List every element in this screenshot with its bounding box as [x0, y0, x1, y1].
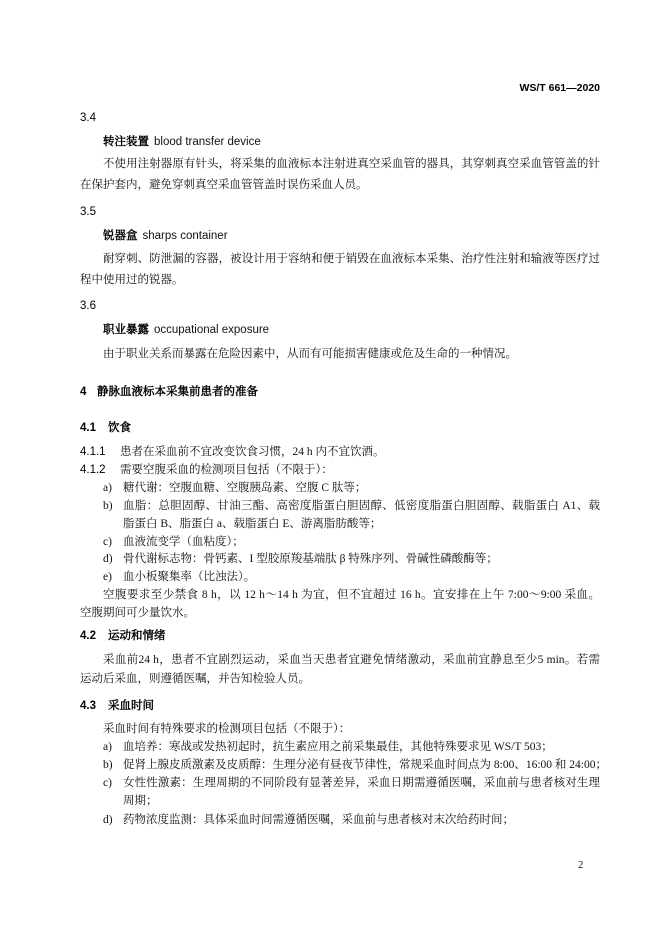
list-label: b): [103, 759, 113, 771]
list-text-continuation: 周期；: [123, 795, 158, 807]
list-item: [103, 569, 255, 585]
section-title: 饮食: [108, 422, 131, 434]
list-item: [103, 534, 244, 550]
clause-number-3-6: 3.6: [80, 300, 96, 312]
clause-number: 4.1.1: [80, 446, 106, 458]
clause-text: 患者在采血前不宜改变饮食习惯，24 h 内不宜饮酒。: [120, 446, 385, 458]
list-text: 药物浓度监测：具体采血时间需遵循医嘱，采血前与患者核对末次给药时间；: [123, 814, 514, 826]
list-item: [103, 480, 366, 496]
section-number: 4.3: [80, 700, 96, 712]
section-title: 运动和情绪: [108, 630, 166, 642]
list-item: [103, 775, 600, 791]
paragraph-line: 运动后采血，则遵循医嘱，并告知检验人员。: [80, 673, 310, 685]
fasting-note-line: 空腹期间可少量饮水。: [80, 607, 195, 619]
list-item: [103, 739, 553, 755]
definition-line: 由于职业关系而暴露在危险因素中，从而有可能损害健康或危及生命的一种情况。: [103, 348, 517, 360]
term-english: blood transfer device: [154, 136, 261, 148]
clause-number-3-4: 3.4: [80, 112, 96, 124]
section-number: 4.1: [80, 422, 96, 434]
term-english: sharps container: [142, 230, 228, 242]
list-label: a): [103, 482, 112, 494]
fasting-note-line: 空腹要求至少禁食 8 h，以 12 h～14 h 为宜，但不宜超过 16 h。宜安排在上午 7:00～9:00 采血。: [103, 589, 600, 601]
definition-line: 耐穿刺、防泄漏的容器，被设计用于容纳和便于销毁在血液标本采集、治疗性注射和输液等医疗过: [103, 253, 600, 265]
clause-number: 4.1.2: [80, 464, 106, 476]
section-number: 4: [80, 386, 87, 398]
term-chinese: 锐器盒: [103, 230, 138, 242]
list-label: c): [103, 777, 112, 789]
list-item: [103, 812, 514, 828]
list-text: 女性性激素：生理周期的不同阶段有显著差异，采血日期需遵循医嘱，采血前与患者核对生理: [123, 777, 600, 789]
section-heading-4-1: [80, 420, 131, 436]
list-item: [103, 757, 607, 773]
definition-line: 在保护套内，避免穿刺真空采血管管盖时误伤采血人员。: [80, 179, 368, 191]
list-item: [103, 498, 600, 514]
term-entry-3-4: [103, 134, 261, 150]
section-number: 4.2: [80, 630, 96, 642]
document-code-header: WS/T 661—2020: [519, 82, 600, 94]
clause-number-3-5: 3.5: [80, 206, 96, 218]
list-label: e): [103, 571, 112, 583]
list-text: 血小板聚集率（比浊法）。: [123, 571, 256, 583]
term-entry-3-5: [103, 228, 228, 244]
clause-4-1-2: [80, 462, 333, 478]
term-chinese: 职业暴露: [103, 324, 149, 336]
list-text: 糖代谢：空腹血糖、空腹胰岛素、空腹 C 肽等；: [123, 482, 367, 494]
term-chinese: 转注装置: [103, 136, 149, 148]
clause-text: 需要空腹采血的检测项目包括（不限于）：: [120, 464, 333, 476]
list-text: 血脂：总胆固醇、甘油三酯、高密度脂蛋白胆固醇、低密度脂蛋白胆固醇、载脂蛋白 A1、载: [123, 500, 600, 512]
list-label: d): [103, 553, 113, 565]
term-entry-3-6: [103, 322, 269, 338]
section-heading-4-2: [80, 628, 166, 644]
list-text: 骨代谢标志物：骨钙素、I 型胶原羧基端肽 β 特殊序列、骨碱性磷酸酶等；: [123, 553, 498, 565]
term-english: occupational exposure: [154, 324, 270, 336]
section-title: 静脉血液标本采集前患者的准备: [97, 386, 258, 398]
page-number: 2: [578, 860, 584, 871]
list-text: 促肾上腺皮质激素及皮质醇：生理分泌有昼夜节律性，常规采血时间点为 8:00、16:00 和 24:00；: [123, 759, 607, 771]
paragraph-line: 采血前24 h，患者不宜剧烈运动，采血当天患者宜避免情绪激动，采血前宜静息至少5 min。若需: [103, 654, 600, 666]
list-item: [103, 551, 498, 567]
definition-line: 不使用注射器原有针头，将采集的血液标本注射进真空采血管的器具，其穿刺真空采血管管盖的针: [103, 158, 600, 170]
definition-line: 程中使用过的锐器。: [80, 274, 184, 286]
list-label: b): [103, 500, 113, 512]
clause-4-1-1: [80, 444, 385, 460]
list-label: c): [103, 536, 112, 548]
section-heading-4: [80, 384, 258, 400]
list-label: a): [103, 741, 112, 753]
list-text: 血液流变学（血粘度）；: [123, 536, 244, 548]
list-text: 血培养：寒战或发热初起时，抗生素应用之前采集最佳，其他特殊要求见 WS/T 503；: [123, 741, 553, 753]
section-title: 采血时间: [108, 700, 154, 712]
paragraph-line: 采血时间有特殊要求的检测项目包括（不限于）：: [103, 723, 351, 735]
section-heading-4-3: [80, 698, 154, 714]
list-label: d): [103, 814, 113, 826]
list-text-continuation: 脂蛋白 B、脂蛋白 a、载脂蛋白 E、游离脂肪酸等；: [123, 518, 382, 530]
